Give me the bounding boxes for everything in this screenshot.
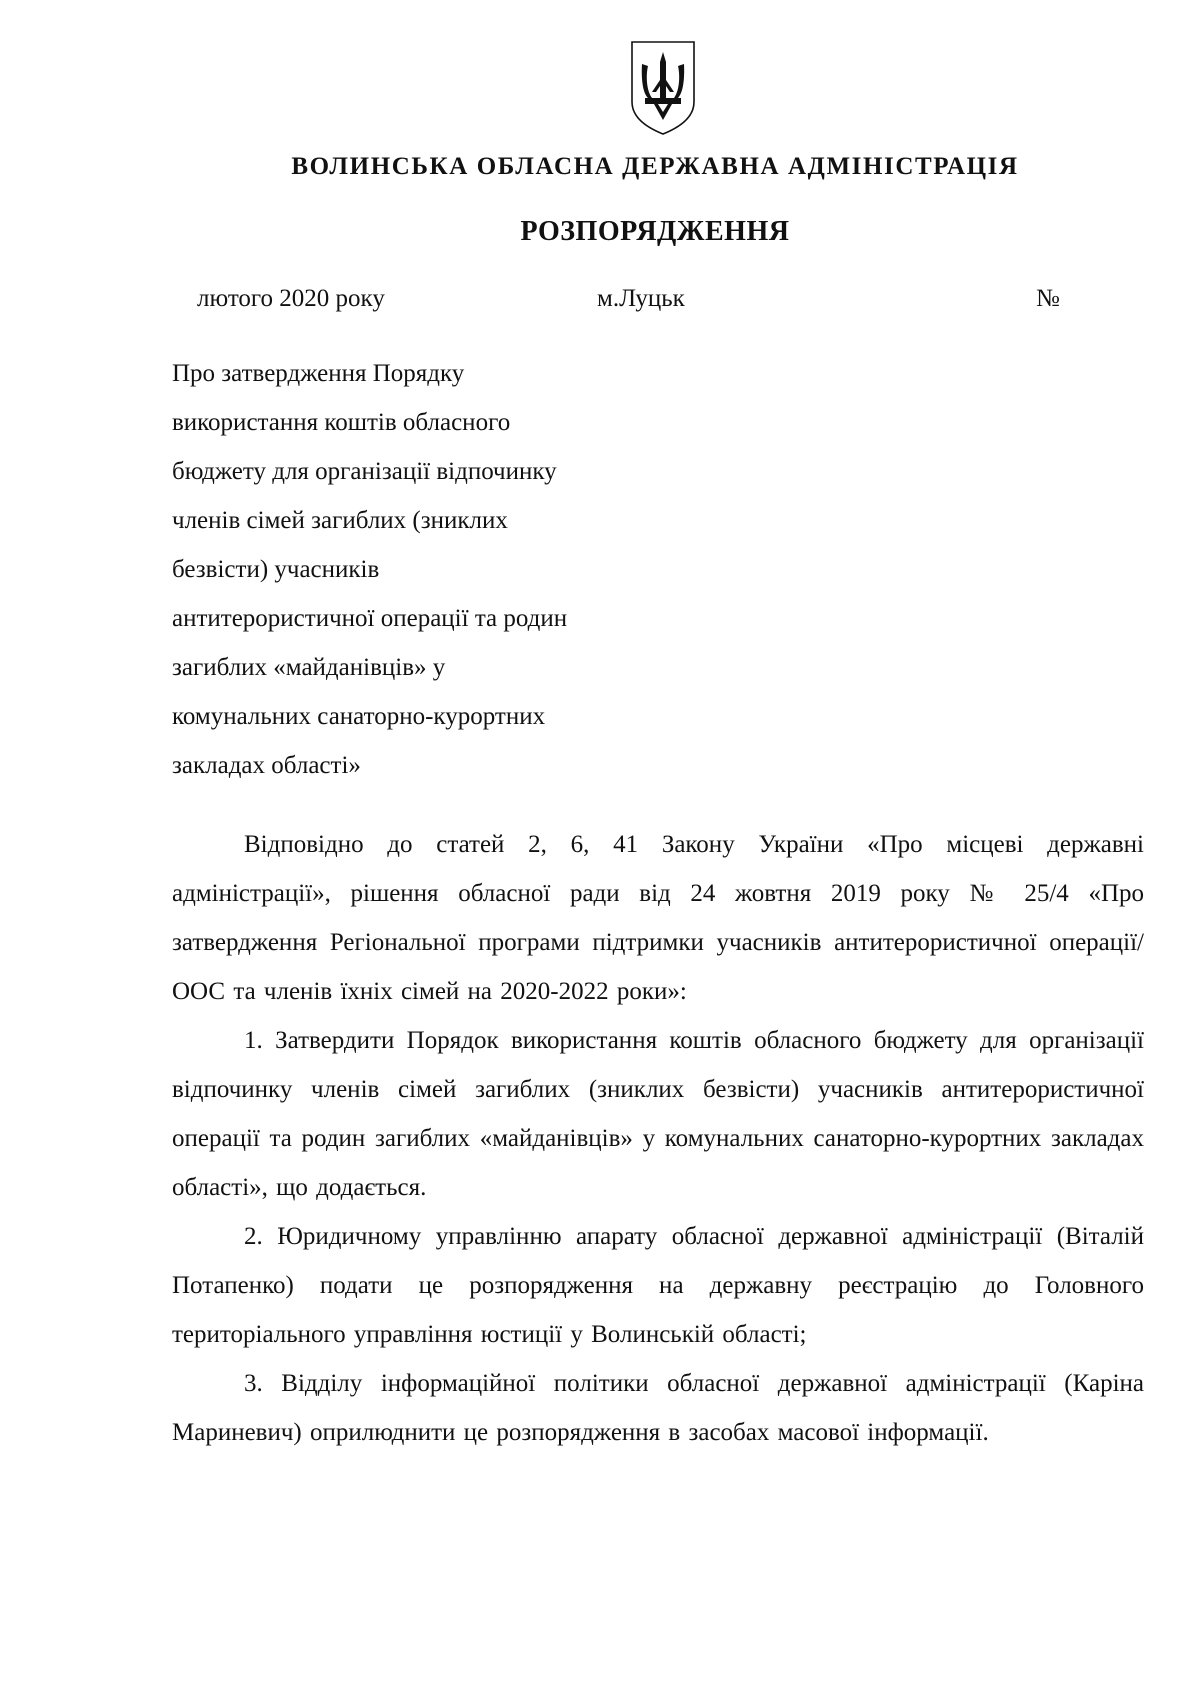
order-item-2: 2. Юридичному управлінню апарату обласної державної адміністрації (Віталій Потапенко) подати це розпорядження на державну реєстрацію до Головного територіального управління юстиції у Волинській області; [172,1223,1144,1348]
preamble-paragraph: Відповідно до статей 2, 6, 41 Закону України «Про місцеві державні адміністрації», рішення обласної ради від 24 жовтня 2019 року № 25/4 «Про затвердження Регіональної програми підтримки учасників антитерористичної операції/ООС та членів їхніх сімей на 2020-2022 роки»: [172,831,1144,1005]
subject-line: використання коштів обласного [172,409,511,436]
subject-line: бюджету для організації відпочинку [172,458,557,485]
document-type-heading: РОЗПОРЯДЖЕННЯ [520,216,790,247]
subject-line: антитерористичної операції та родин [172,605,568,632]
subject-line: закладах області» [172,752,361,779]
document-date: лютого 2020 року [197,285,385,312]
document-number-label: № [1036,285,1060,312]
subject-line: членів сімей загиблих (зниклих [172,507,508,534]
document-body [172,820,1144,1457]
coat-of-arms-of-ukraine-icon [630,40,696,136]
order-item-1: 1. Затвердити Порядок використання коштів обласного бюджету для організації відпочинку членів сімей загиблих (зниклих безвісти) учасників антитерористичної операції та родин загиблих «майданівців» у комунальних санаторно-курортних закладах області», що додається. [172,1027,1144,1201]
subject-line: Про затвердження Порядку [172,360,465,387]
order-item-3: 3. Відділу інформаційної політики обласної державної адміністрації (Каріна Мариневич) оприлюднити це розпорядження в засобах масової інформації. [172,1370,1144,1446]
subject-line: загиблих «майданівців» у [172,654,446,681]
organization-title: ВОЛИНСЬКА ОБЛАСНА ДЕРЖАВНА АДМІНІСТРАЦІЯ [291,153,1019,180]
subject-line: комунальних санаторно-курортних [172,703,546,730]
document-subject [172,349,642,790]
subject-line: безвісти) учасників [172,556,380,583]
document-city: м.Луцьк [597,285,685,312]
